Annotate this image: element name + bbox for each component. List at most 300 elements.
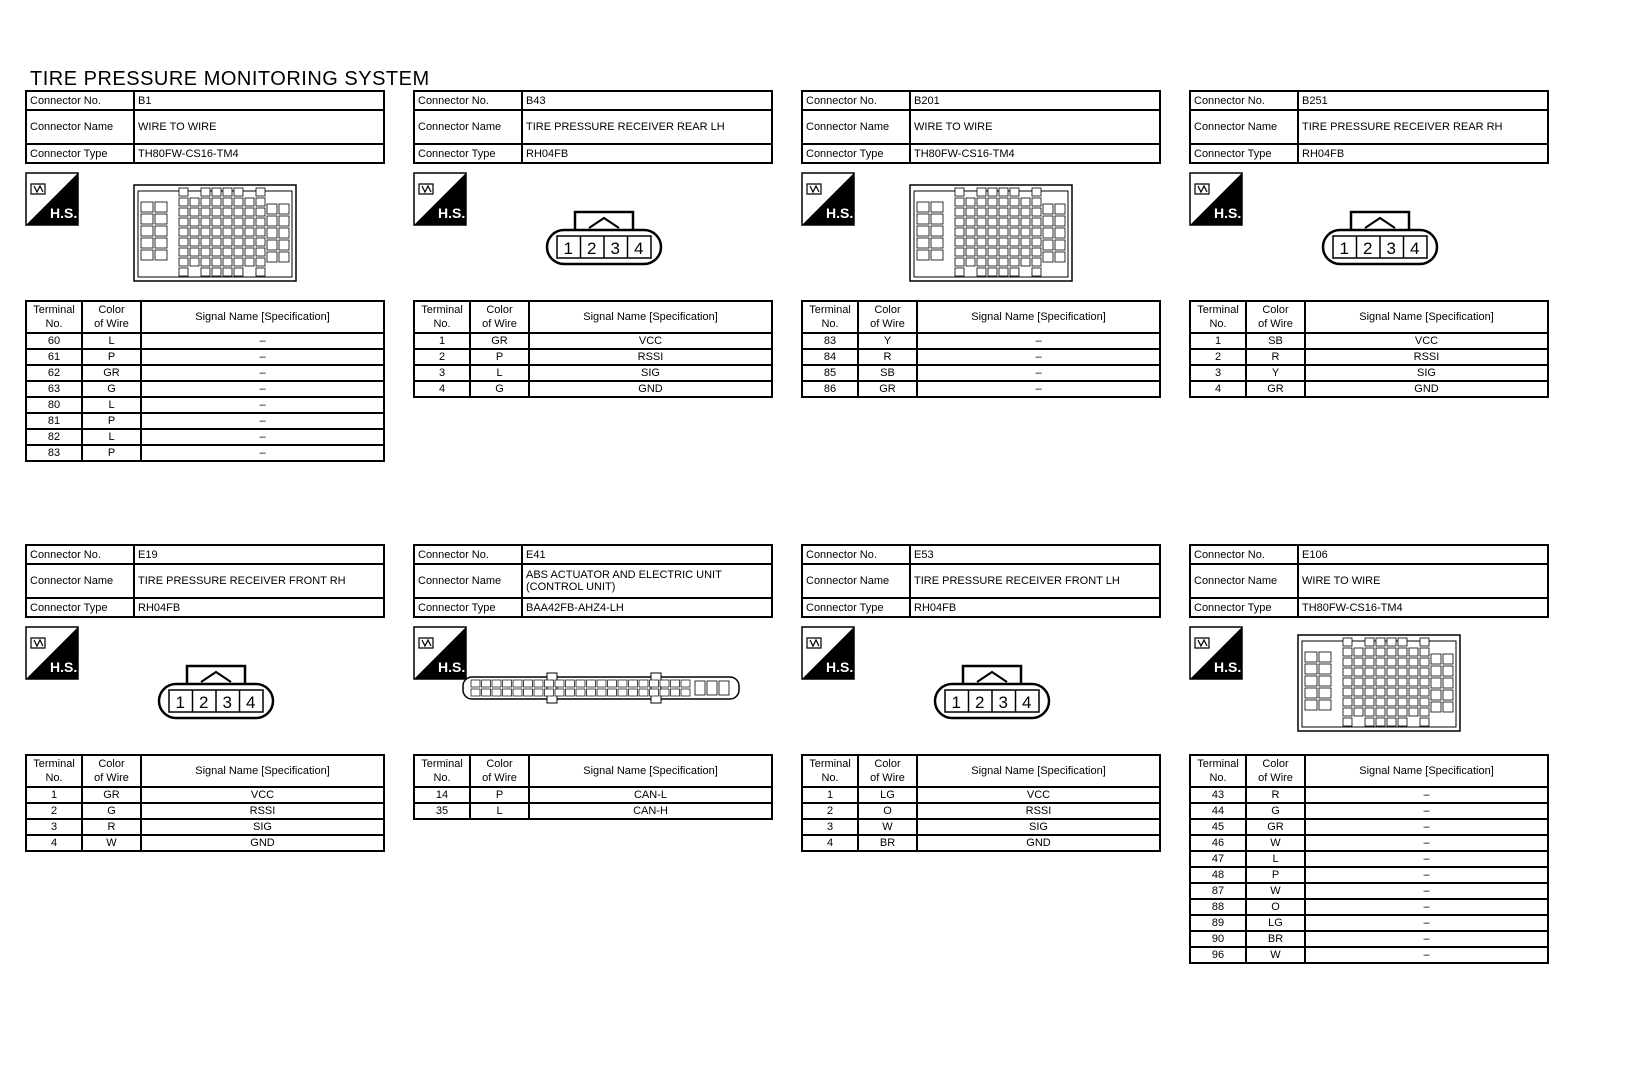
wire-color-cell: GR [470,333,529,349]
connector-figure [1189,618,1549,754]
hs-harness-side-icon [25,172,79,226]
connector-block-b201 [801,90,1161,398]
connector-no-value: E41 [522,545,772,564]
signal-name-cell: – [141,429,384,445]
wire-color-cell: G [82,381,141,397]
terminal-no-cell: 3 [1190,365,1246,381]
connector-type-label: Connector Type [802,144,910,163]
terminal-no-header: Terminal No. [414,301,470,333]
svg-text:4: 4 [634,239,644,258]
terminal-no-cell: 61 [26,349,82,365]
signal-name-cell: – [141,349,384,365]
wire-color-cell: W [1246,883,1305,899]
hs-harness-side-icon [1189,626,1243,680]
terminal-no-cell: 35 [414,803,470,819]
signal-name-header: Signal Name [Specification] [529,755,772,787]
wire-color-cell: O [1246,899,1305,915]
terminal-table [1189,300,1549,398]
table-row [26,365,384,381]
signal-name-cell: GND [917,835,1160,851]
terminal-no-cell: 3 [414,365,470,381]
signal-name-cell: – [917,365,1160,381]
table-row [26,349,384,365]
connector-block-e106 [1189,544,1549,964]
svg-text:4: 4 [246,693,256,712]
wire-color-cell: W [858,819,917,835]
table-row [414,333,772,349]
signal-name-cell: – [1305,947,1548,963]
svg-text:H.S.: H.S. [438,659,466,675]
connector-type-value: RH04FB [134,598,384,617]
connector-block-e41 [413,544,773,820]
terminal-no-cell: 83 [26,445,82,461]
wire-color-cell: G [470,381,529,397]
table-row [26,413,384,429]
signal-name-cell: – [141,381,384,397]
terminal-no-cell: 87 [1190,883,1246,899]
terminal-no-cell: 1 [802,787,858,803]
color-of-wire-header: Color of Wire [858,755,917,787]
connector-block-b43 [413,90,773,398]
connector-name-label: Connector Name [414,564,522,598]
terminal-no-cell: 4 [802,835,858,851]
wire-color-cell: LG [858,787,917,803]
table-row [26,787,384,803]
signal-name-cell: RSSI [529,349,772,365]
connector-type-label: Connector Type [1190,144,1298,163]
connector-type-value: RH04FB [910,598,1160,617]
svg-text:3: 3 [222,693,232,712]
signal-name-cell: SIG [1305,365,1548,381]
svg-text:H.S.: H.S. [1214,205,1242,221]
signal-name-cell: CAN-H [529,803,772,819]
page-title: TIRE PRESSURE MONITORING SYSTEM [30,68,430,90]
svg-text:1: 1 [1339,239,1349,258]
terminal-no-header: Terminal No. [26,755,82,787]
connector-header-table [1189,90,1549,164]
table-row [414,365,772,381]
connector-no-value: B251 [1298,91,1548,110]
signal-name-cell: VCC [141,787,384,803]
svg-text:H.S.: H.S. [1214,659,1242,675]
wire-color-cell: GR [1246,819,1305,835]
terminal-no-cell: 3 [26,819,82,835]
wire-color-cell: P [82,413,141,429]
connector-header-table [25,90,385,164]
table-row [1190,931,1548,947]
wire-color-cell: SB [858,365,917,381]
connector-block-b1 [25,90,385,462]
terminal-no-cell: 4 [414,381,470,397]
wire-color-cell: W [82,835,141,851]
terminal-no-cell: 4 [1190,381,1246,397]
wire-color-cell: P [82,349,141,365]
connector-name-value: TIRE PRESSURE RECEIVER REAR RH [1298,110,1548,144]
table-row [802,835,1160,851]
terminal-no-header: Terminal No. [1190,301,1246,333]
connector-name-label: Connector Name [26,110,134,144]
wire-color-cell: L [470,365,529,381]
wire-color-cell: GR [82,787,141,803]
table-row [802,365,1160,381]
table-row [26,803,384,819]
svg-text:H.S.: H.S. [438,205,466,221]
connector-header-table [801,544,1161,618]
svg-text:2: 2 [1363,239,1373,258]
wire-color-cell: BR [1246,931,1305,947]
terminal-no-header: Terminal No. [414,755,470,787]
connector-figure [25,618,385,754]
signal-name-header: Signal Name [Specification] [141,755,384,787]
connector-type-value: RH04FB [522,144,772,163]
connector-figure [413,164,773,300]
wire-color-cell: GR [1246,381,1305,397]
terminal-no-cell: 4 [26,835,82,851]
connector-header-table [413,544,773,618]
multi-pin-connector-diagram [133,182,297,284]
table-row [1190,333,1548,349]
svg-text:4: 4 [1410,239,1420,258]
signal-name-cell: – [917,333,1160,349]
table-row [802,819,1160,835]
signal-name-cell: SIG [529,365,772,381]
connector-type-label: Connector Type [26,144,134,163]
hs-harness-side-icon [1189,172,1243,226]
svg-text:1: 1 [951,693,961,712]
table-row [414,787,772,803]
connector-type-value: RH04FB [1298,144,1548,163]
connector-no-label: Connector No. [802,91,910,110]
wire-color-cell: R [1246,787,1305,803]
terminal-no-cell: 86 [802,381,858,397]
connector-name-value: WIRE TO WIRE [134,110,384,144]
table-row [26,819,384,835]
signal-name-cell: – [141,413,384,429]
table-row [802,349,1160,365]
wire-color-cell: P [82,445,141,461]
table-row [26,333,384,349]
table-row [802,803,1160,819]
wire-color-cell: Y [858,333,917,349]
wire-color-cell: L [82,429,141,445]
connector-no-value: B201 [910,91,1160,110]
signal-name-cell: – [141,397,384,413]
connector-name-value: WIRE TO WIRE [1298,564,1548,598]
terminal-no-header: Terminal No. [802,301,858,333]
wire-color-cell: L [82,333,141,349]
color-of-wire-header: Color of Wire [1246,755,1305,787]
terminal-no-cell: 88 [1190,899,1246,915]
connector-block-b251 [1189,90,1549,398]
wire-color-cell: L [470,803,529,819]
hs-harness-side-icon [25,626,79,680]
connector-type-value: TH80FW-CS16-TM4 [1298,598,1548,617]
table-row [1190,787,1548,803]
connector-header-table [25,544,385,618]
terminal-no-cell: 2 [802,803,858,819]
wire-color-cell: G [1246,803,1305,819]
connector-no-value: B43 [522,91,772,110]
wire-color-cell: L [82,397,141,413]
hs-harness-side-icon [801,626,855,680]
terminal-no-cell: 44 [1190,803,1246,819]
connector-no-label: Connector No. [1190,91,1298,110]
terminal-no-cell: 85 [802,365,858,381]
terminal-no-cell: 84 [802,349,858,365]
terminal-no-cell: 14 [414,787,470,803]
terminal-table [801,754,1161,852]
wire-color-cell: GR [82,365,141,381]
signal-name-cell: RSSI [917,803,1160,819]
connector-no-label: Connector No. [26,91,134,110]
table-row [802,381,1160,397]
svg-text:3: 3 [610,239,620,258]
connector-type-value: TH80FW-CS16-TM4 [134,144,384,163]
connector-figure [801,164,1161,300]
connector-figure [1189,164,1549,300]
signal-name-cell: GND [141,835,384,851]
table-row [414,349,772,365]
connector-figure [801,618,1161,754]
connector-type-value: TH80FW-CS16-TM4 [910,144,1160,163]
signal-name-cell: VCC [529,333,772,349]
connector-figure [25,164,385,300]
wire-color-cell: R [858,349,917,365]
signal-name-cell: RSSI [141,803,384,819]
terminal-no-cell: 48 [1190,867,1246,883]
svg-text:4: 4 [1022,693,1032,712]
connector-type-label: Connector Type [802,598,910,617]
signal-name-cell: – [141,333,384,349]
four-pin-connector-diagram [157,662,275,722]
connector-no-value: E106 [1298,545,1548,564]
svg-text:H.S.: H.S. [826,659,854,675]
signal-name-cell: – [1305,899,1548,915]
connector-block-e53 [801,544,1161,852]
terminal-table [1189,754,1549,964]
table-row [26,381,384,397]
hs-harness-side-icon [801,172,855,226]
multi-pin-connector-diagram [909,182,1073,284]
terminal-table [413,300,773,398]
terminal-no-cell: 90 [1190,931,1246,947]
terminal-no-cell: 1 [26,787,82,803]
terminal-table [413,754,773,820]
connector-block-e19 [25,544,385,852]
connector-header-table [801,90,1161,164]
table-row [1190,883,1548,899]
wire-color-cell: P [470,349,529,365]
table-row [1190,899,1548,915]
table-row [1190,365,1548,381]
terminal-no-header: Terminal No. [26,301,82,333]
table-row [802,333,1160,349]
table-row [414,803,772,819]
connector-name-label: Connector Name [414,110,522,144]
svg-text:2: 2 [975,693,985,712]
signal-name-cell: – [1305,819,1548,835]
table-row [414,381,772,397]
svg-text:H.S.: H.S. [50,205,78,221]
table-row [1190,915,1548,931]
connector-no-label: Connector No. [414,91,522,110]
signal-name-cell: – [1305,851,1548,867]
terminal-no-cell: 60 [26,333,82,349]
connector-type-label: Connector Type [1190,598,1298,617]
terminal-no-cell: 3 [802,819,858,835]
signal-name-cell: GND [529,381,772,397]
svg-text:1: 1 [563,239,573,258]
multi-pin-connector-diagram [1297,632,1461,734]
terminal-table [801,300,1161,398]
terminal-no-cell: 1 [1190,333,1246,349]
connector-no-label: Connector No. [802,545,910,564]
table-row [1190,819,1548,835]
color-of-wire-header: Color of Wire [470,301,529,333]
table-row [802,787,1160,803]
svg-text:3: 3 [998,693,1008,712]
wire-color-cell: L [1246,851,1305,867]
connector-type-value: BAA42FB-AHZ4-LH [522,598,772,617]
table-row [1190,349,1548,365]
signal-name-header: Signal Name [Specification] [141,301,384,333]
connector-name-label: Connector Name [1190,564,1298,598]
connector-name-label: Connector Name [26,564,134,598]
color-of-wire-header: Color of Wire [82,755,141,787]
wire-color-cell: GR [858,381,917,397]
signal-name-header: Signal Name [Specification] [1305,301,1548,333]
connector-name-label: Connector Name [802,110,910,144]
hs-harness-side-icon [413,626,467,680]
connector-no-label: Connector No. [26,545,134,564]
table-row [1190,851,1548,867]
svg-text:2: 2 [587,239,597,258]
terminal-no-cell: 82 [26,429,82,445]
svg-text:2: 2 [199,693,209,712]
wire-color-cell: P [470,787,529,803]
color-of-wire-header: Color of Wire [1246,301,1305,333]
connector-no-value: B1 [134,91,384,110]
signal-name-cell: – [141,365,384,381]
signal-name-header: Signal Name [Specification] [917,755,1160,787]
terminal-no-cell: 89 [1190,915,1246,931]
connector-no-value: E53 [910,545,1160,564]
terminal-no-header: Terminal No. [1190,755,1246,787]
terminal-no-cell: 83 [802,333,858,349]
table-row [26,429,384,445]
connector-name-label: Connector Name [1190,110,1298,144]
signal-name-header: Signal Name [Specification] [529,301,772,333]
terminal-table [25,300,385,462]
signal-name-header: Signal Name [Specification] [917,301,1160,333]
color-of-wire-header: Color of Wire [858,301,917,333]
wire-color-cell: SB [1246,333,1305,349]
signal-name-cell: – [1305,883,1548,899]
signal-name-header: Signal Name [Specification] [1305,755,1548,787]
long-multi-pin-connector-diagram [461,670,741,704]
signal-name-cell: VCC [1305,333,1548,349]
wire-color-cell: G [82,803,141,819]
terminal-no-cell: 80 [26,397,82,413]
signal-name-cell: – [917,381,1160,397]
color-of-wire-header: Color of Wire [82,301,141,333]
table-row [26,445,384,461]
terminal-no-cell: 2 [414,349,470,365]
signal-name-cell: CAN-L [529,787,772,803]
terminal-table [25,754,385,852]
terminal-no-header: Terminal No. [802,755,858,787]
signal-name-cell: – [1305,915,1548,931]
table-row [26,397,384,413]
signal-name-cell: – [1305,803,1548,819]
terminal-no-cell: 46 [1190,835,1246,851]
terminal-no-cell: 45 [1190,819,1246,835]
table-row [1190,947,1548,963]
four-pin-connector-diagram [933,662,1051,722]
table-row [1190,835,1548,851]
signal-name-cell: RSSI [1305,349,1548,365]
terminal-no-cell: 81 [26,413,82,429]
connector-name-value: TIRE PRESSURE RECEIVER FRONT LH [910,564,1160,598]
connector-no-label: Connector No. [1190,545,1298,564]
table-row [26,835,384,851]
signal-name-cell: – [1305,787,1548,803]
connector-type-label: Connector Type [414,598,522,617]
terminal-no-cell: 63 [26,381,82,397]
svg-text:3: 3 [1386,239,1396,258]
signal-name-cell: SIG [917,819,1160,835]
four-pin-connector-diagram [1321,208,1439,268]
connector-figure [413,618,773,754]
table-row [1190,381,1548,397]
svg-text:H.S.: H.S. [826,205,854,221]
signal-name-cell: GND [1305,381,1548,397]
connector-name-value: ABS ACTUATOR AND ELECTRIC UNIT (CONTROL UNIT) [522,564,772,598]
wire-color-cell: O [858,803,917,819]
terminal-no-cell: 43 [1190,787,1246,803]
wire-color-cell: W [1246,947,1305,963]
terminal-no-cell: 1 [414,333,470,349]
signal-name-cell: – [1305,835,1548,851]
signal-name-cell: – [1305,931,1548,947]
connector-name-label: Connector Name [802,564,910,598]
wire-color-cell: R [82,819,141,835]
terminal-no-cell: 47 [1190,851,1246,867]
wire-color-cell: Y [1246,365,1305,381]
hs-harness-side-icon [413,172,467,226]
connector-no-label: Connector No. [414,545,522,564]
signal-name-cell: SIG [141,819,384,835]
table-row [1190,867,1548,883]
connector-type-label: Connector Type [414,144,522,163]
wire-color-cell: W [1246,835,1305,851]
wire-color-cell: LG [1246,915,1305,931]
color-of-wire-header: Color of Wire [470,755,529,787]
connector-name-value: TIRE PRESSURE RECEIVER FRONT RH [134,564,384,598]
four-pin-connector-diagram [545,208,663,268]
connector-name-value: WIRE TO WIRE [910,110,1160,144]
wire-color-cell: P [1246,867,1305,883]
connector-no-value: E19 [134,545,384,564]
signal-name-cell: – [141,445,384,461]
terminal-no-cell: 96 [1190,947,1246,963]
connector-header-table [1189,544,1549,618]
svg-text:1: 1 [175,693,185,712]
connector-type-label: Connector Type [26,598,134,617]
signal-name-cell: – [917,349,1160,365]
wire-color-cell: R [1246,349,1305,365]
signal-name-cell: – [1305,867,1548,883]
